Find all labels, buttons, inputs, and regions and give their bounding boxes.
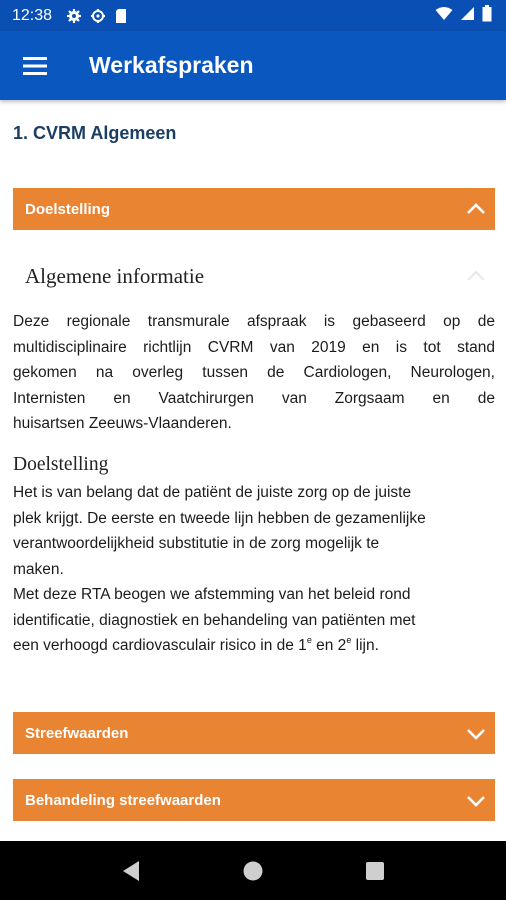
app-bar <box>0 31 506 100</box>
goal-last-suffix: lijn. <box>351 637 379 654</box>
content <box>0 100 506 841</box>
system-nav-bar <box>0 841 506 900</box>
wifi-icon <box>435 6 453 26</box>
info-line: huisartsen Zeeuws-Vlaanderen. <box>13 415 232 432</box>
goal-line: maken. <box>13 560 64 578</box>
accordion-label: Behandeling streefwaarden <box>25 791 221 809</box>
gear-icon <box>66 8 82 24</box>
gear-icon <box>90 8 106 24</box>
info-paragraph <box>13 309 495 437</box>
section-title: 1. CVRM Algemeen <box>13 123 177 143</box>
accordion-streefwaarden[interactable] <box>13 712 495 754</box>
signal-icon <box>460 6 475 26</box>
chevron-up-icon[interactable] <box>466 266 486 286</box>
goal-line: plek krijgt. De eerste en tweede lijn hebben de gezamenlijke <box>13 509 426 527</box>
chevron-up-icon[interactable] <box>466 199 486 219</box>
accordion-label: Doelstelling <box>25 200 111 218</box>
ordinal-superscript: e <box>346 634 352 645</box>
goal-line: verantwoordelijkheid substitutie in de zorg mogelijk te <box>13 535 380 552</box>
goal-line: identificatie, diagnostiek en behandeling van patiënten met <box>13 611 416 629</box>
info-line: gekomen na overleg tussen de Cardiologen, Neurologen, <box>13 364 495 381</box>
info-line: Internisten en Vaatchirurgen van Zorgsaam en de <box>13 389 495 407</box>
ordinal-superscript: e <box>306 634 312 645</box>
goal-heading: Doelstelling <box>13 454 109 475</box>
sd-card-icon <box>114 8 130 24</box>
chevron-down-icon[interactable] <box>466 790 486 810</box>
info-heading: Algemene informatie <box>25 264 205 288</box>
accordion-label: Streefwaarden <box>25 724 129 742</box>
goal-line: Het is van belang dat de patiënt de juiste zorg op de juiste <box>13 484 412 501</box>
goal-last-mid: en 2 <box>311 637 347 654</box>
app-title: Werkafspraken <box>89 52 254 78</box>
info-line: multidisciplinaire richtlijn CVRM van 2019 en is tot stand <box>13 338 495 356</box>
status-time: 12:38 <box>12 6 53 24</box>
recents-icon[interactable] <box>363 859 387 883</box>
accordion-behandeling-streefwaarden[interactable] <box>13 779 495 821</box>
home-icon[interactable] <box>241 859 265 883</box>
goal-last-prefix: een verhoogd cardiovasculair risico in de 1 <box>13 637 307 654</box>
goal-line: Met deze RTA beogen we afstemming van het beleid rond <box>13 586 411 603</box>
info-line: Deze regionale transmurale afspraak is gebaseerd op de <box>13 313 495 330</box>
back-icon[interactable] <box>119 859 143 883</box>
status-right-icons <box>435 5 492 27</box>
chevron-down-icon[interactable] <box>466 723 486 743</box>
goal-paragraph <box>13 480 495 659</box>
accordion-doelstelling[interactable] <box>13 188 495 230</box>
status-bar <box>0 0 506 31</box>
battery-icon <box>482 5 492 27</box>
hamburger-menu-icon[interactable] <box>0 31 70 100</box>
goal-line-last <box>13 633 495 659</box>
